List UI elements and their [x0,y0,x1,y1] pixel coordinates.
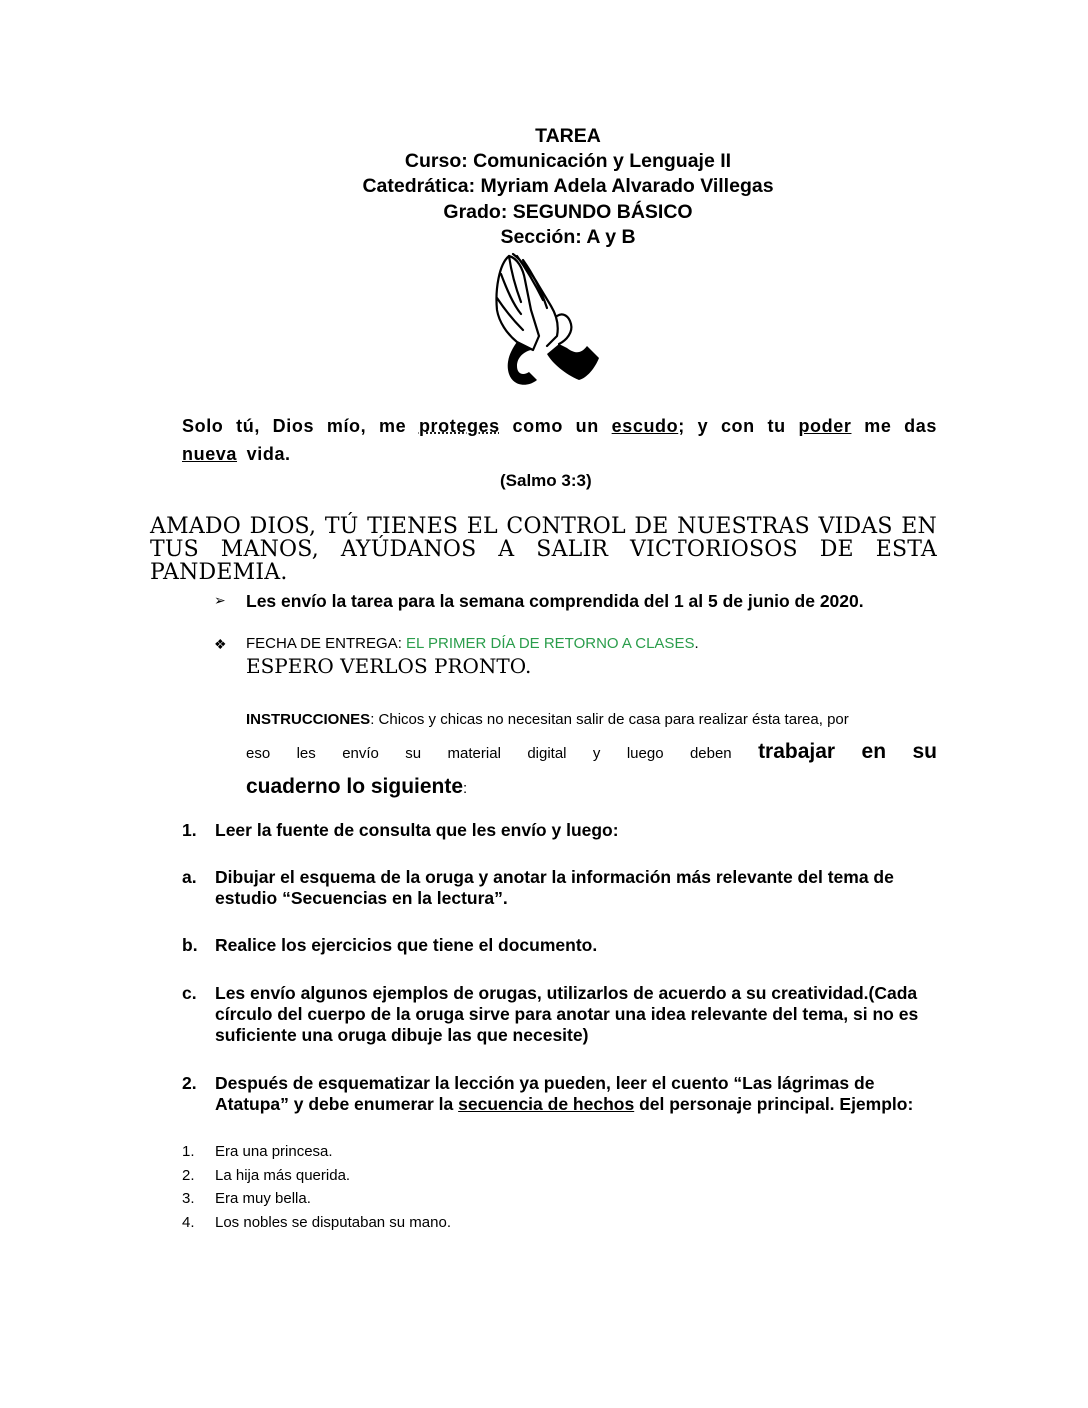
list-number: 4. [182,1213,195,1231]
instructions-end: : [463,780,468,797]
instructions-label: INSTRUCCIONES [246,711,371,728]
task-item-2 [182,1073,942,1115]
instructions-text: : Chicos y chicas no necesitan salir de casa para realizar ésta tarea, por [370,711,849,728]
task-marker: b. [182,935,198,955]
instructions-word: deben [689,745,732,762]
instructions-word: les [296,745,316,762]
task-marker: 1. [182,820,197,840]
task-text: Dibujar el esquema de la oruga y anotar la información más relevante del tema de estudio “Secuencias en la lectura”. [215,867,894,908]
list-number: 1. [182,1143,195,1160]
due-date-end: . [694,635,699,652]
instructions-word: digital [527,745,567,762]
due-date-text [246,634,699,654]
task-text [215,1073,942,1115]
list-text: Era una princesa. [215,1143,333,1160]
task-item-c [182,983,942,1046]
verse-word-nueva: nueva [182,444,238,464]
list-text: La hija más querida. [215,1166,351,1184]
example-list [182,1140,451,1234]
verse-text: vida. [237,444,291,464]
task-item-b [182,935,942,956]
list-number: 3. [182,1190,195,1207]
verse-word-escudo: escudo [611,416,679,436]
task-text: Les envío algunos ejemplos de orugas, utilizarlos de acuerdo a su creatividad.(Cada círculo del cuerpo de la oruga sirve para anotar una idea relevante del tema, si no es suficiente una oruga dibuje las que necesite) [215,983,919,1045]
task-text: Leer la fuente de consulta que les envío y luego: [215,820,619,840]
instructions-emphasis: cuaderno lo siguiente [246,775,464,798]
instructions-word: envío [342,745,379,762]
task-item-1 [182,820,942,841]
instructions-emphasis: su [912,740,937,763]
teacher-line: Catedrática: Myriam Adela Alvarado Villegas [362,175,774,198]
arrow-bullet-icon: ➢ [214,592,226,608]
bible-verse [182,412,937,468]
diamond-bullet-icon: ❖ [214,636,227,652]
grade-line: Grado: SEGUNDO BÁSICO [443,200,693,223]
prayer-text: AMADO DIOS, TÚ TIENES EL CONTROL DE NUESTRAS VIDAS EN TUS MANOS, AYÚDANOS A SALIR VICTORIOSOS DE ESTA PANDEMIA. [150,514,937,585]
document-title: TAREA [535,125,601,147]
task-item-a [182,867,942,909]
list-item [182,1211,451,1235]
list-item [182,1187,451,1211]
verse-word-proteges: proteges [418,416,500,436]
verse-word-poder: poder [798,416,852,436]
instructions-line [246,704,937,736]
task-marker: 2. [182,1073,197,1093]
due-date-bullet [214,634,699,654]
task-text-part: del personaje principal. Ejemplo: [634,1094,914,1114]
list-text: Era muy bella. [215,1190,311,1207]
task-text: Realice los ejercicios que tiene el documento. [215,935,598,955]
instructions-word: luego [626,745,664,762]
week-text: Les envío la tarea para la semana comprendida del 1 al 5 de junio de 2020. [246,591,864,611]
instructions-word: material [447,745,501,762]
list-text: Los nobles se disputaban su mano. [215,1213,451,1231]
course-line: Curso: Comunicación y Lenguaje II [404,150,732,173]
section-line: Sección: A y B [500,225,636,248]
praying-hands-icon [487,250,607,390]
task-marker: a. [182,867,197,887]
instructions-line [246,774,937,802]
list-number: 2. [182,1166,195,1184]
due-date-label: FECHA DE ENTREGA: [246,635,407,652]
instructions-word: eso [246,745,271,762]
instructions-word: su [405,745,422,762]
verse-reference: (Salmo 3:3) [500,471,592,490]
list-item [182,1164,451,1188]
see-you-text: ESPERO VERLOS PRONTO. [246,654,532,678]
due-date-value: EL PRIMER DÍA DE RETORNO A CLASES [406,635,695,652]
instructions-line [246,736,937,770]
instructions-block [246,704,937,802]
verse-text: como un [499,416,612,436]
verse-text: Solo tú, Dios mío, me [182,416,419,436]
instructions-word: y [592,745,601,762]
list-item [182,1140,451,1164]
task-marker: c. [182,983,197,1003]
week-bullet [214,590,864,612]
document-header [0,124,1088,250]
task-text-underlined: secuencia de hechos [458,1094,635,1114]
verse-text: ; y con tu [678,416,799,436]
verse-text: me das [851,416,937,436]
instructions-emphasis: en [861,740,887,763]
instructions-emphasis: trabajar [758,740,836,763]
task-text-part: Después de esquematizar la lección ya pueden, leer el cuento “Las lágrimas de Atatupa” y debe enumerar la [215,1073,875,1114]
